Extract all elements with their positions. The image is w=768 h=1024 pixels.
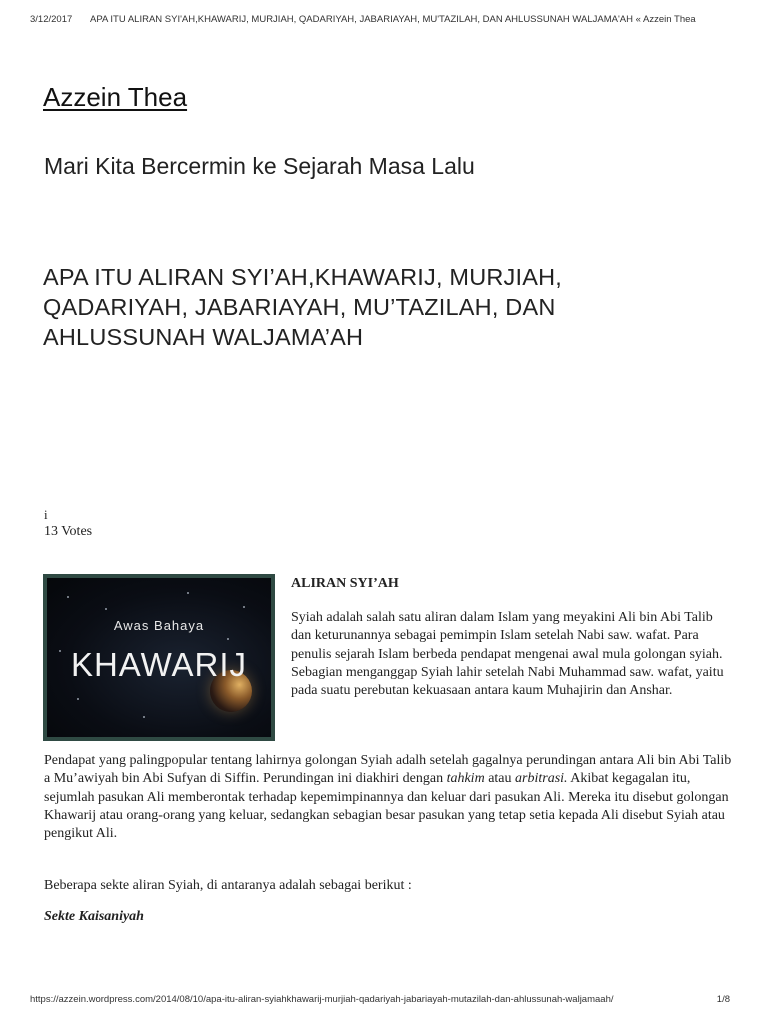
star-dot	[67, 596, 69, 598]
sect-heading-kaisaniyah: Sekte Kaisaniyah	[44, 909, 144, 924]
thumbnail-caption-line1: Awas Bahaya	[113, 618, 205, 633]
rating-icon[interactable]: i	[44, 507, 48, 522]
star-dot	[105, 608, 107, 610]
main-paragraph-text-c: Akibat kegagalan itu, sejumlah pasukan Ali memberontak terhadap kepemimpinannya dan keluar dari pasukan Ali. Mereka itu disebut golongan Khawarij atau orang-orang yang keluar, sedangkan sebagian besar pasukan yang tetap setia kepada Ali disebut Syiah atau pengikut Ali.	[44, 771, 729, 842]
post-title: APA ITU ALIRAN SYI’AH,KHAWARIJ, MURJIAH, QADARIYAH, JABARIAYAH, MU’TAZILAH, DAN AHLUSSUNAH WALJAMA’AH	[43, 264, 562, 350]
star-dot	[187, 592, 189, 594]
main-paragraph	[44, 752, 734, 843]
term-arbitrasi: arbitrasi.	[515, 771, 568, 787]
votes-count: 13 Votes	[44, 524, 93, 539]
section-heading-aliran-syiah: ALIRAN SYI’AH	[291, 576, 399, 591]
star-dot	[227, 638, 229, 640]
print-footer	[30, 994, 738, 1005]
print-date: 3/12/2017	[30, 14, 73, 25]
main-paragraph-text-a: Pendapat yang palingpopular tentang lahirnya golongan Syiah adalh setelah gagalnya perundingan antara Ali bin Abi Talib a Mu’awiyah bin Abi Sufyan di Siffin. Perundingan ini diakhiri dengan	[44, 753, 732, 787]
main-paragraph-text-b: atau	[484, 771, 516, 787]
site-title-link[interactable]: Azzein Thea	[43, 82, 188, 112]
intro-paragraph: Syiah adalah salah satu aliran dalam Islam yang meyakini Ali bin Abi Talib dan keturunannya sebagai pemimpin Islam setelah Nabi saw. wafat. Para penulis sejarah Islam berbeda pendapat mengenai awal mula golongan syiah. Sebagian menganggap Syiah lahir setelah Nabi Muhammad saw. wafat, yaitu pada suatu perebutan kekuasaan antara kaum Muhajirin dan Anshar.	[291, 610, 724, 699]
term-tahkim: tahkim	[446, 771, 485, 787]
thumbnail-caption-line2: KHAWARIJ	[70, 646, 248, 683]
site-tagline: Mari Kita Bercermin ke Sejarah Masa Lalu	[44, 153, 475, 179]
print-header	[30, 14, 748, 25]
star-dot	[77, 698, 79, 700]
page-number: 1/8	[716, 994, 730, 1005]
sects-intro-text: Beberapa sekte aliran Syiah, di antaranya adalah sebagai berikut :	[44, 878, 412, 893]
star-dot	[243, 606, 245, 608]
print-page-title: APA ITU ALIRAN SYI'AH,KHAWARIJ, MURJIAH, QADARIYAH, JABARIAYAH, MU'TAZILAH, DAN AHLUSSUNAH WALJAMA'AH « Azzein Thea	[90, 14, 696, 25]
print-url: https://azzein.wordpress.com/2014/08/10/apa-itu-aliran-syiahkhawarij-murjiah-qadariyah-jabariayah-mutazilah-dan-ahlussunah-waljamaah/	[30, 994, 614, 1005]
khawarij-thumbnail-image	[43, 574, 275, 741]
star-dot	[143, 716, 145, 718]
thumbnail-canvas	[47, 578, 271, 737]
